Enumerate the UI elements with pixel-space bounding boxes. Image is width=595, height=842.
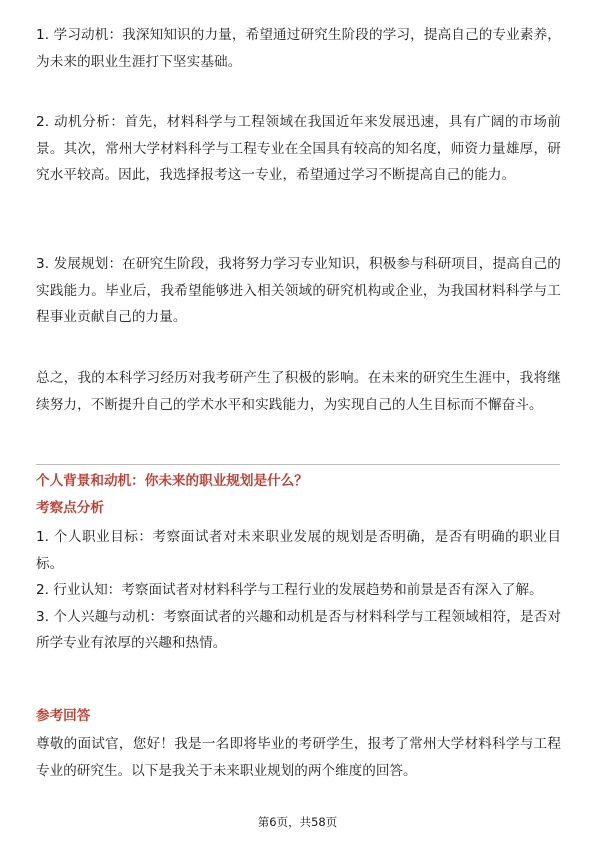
analysis-point-interest-motivation: 3. 个人兴趣与动机：考察面试者的兴趣和动机是否与材料科学与工程领域相符，是否对所学专业有浓厚的兴趣和热情。 [36,608,561,651]
paragraph-development-plan: 3. 发展规划：在研究生阶段，我将努力学习专业知识，积极参与科研项目，提高自己的实践能力。毕业后，我希望能够进入相关领域的研究机构或企业，为我国材料科学与工程事业贡献自己的力量。 [36,256,561,325]
page-number-footer: 第6页，共58页 [257,815,338,829]
analysis-heading: 考察点分析 [36,500,104,516]
paragraph-conclusion: 总之，我的本科学习经历对我考研产生了积极的影响。在未来的研究生生涯中，我将继续努力，不断提升自己的学术水平和实践能力，为实现自己的人生目标而不懈奋斗。 [36,370,561,413]
answer-heading: 参考回答 [36,708,91,724]
question-title: 个人背景和动机：你未来的职业规划是什么？ [36,473,308,489]
section-divider [36,464,560,465]
paragraph-motivation-analysis: 2. 动机分析：首先，材料科学与工程领域在我国近年来发展迅速，具有广阔的市场前景。其次，常州大学材料科学与工程专业在全国具有较高的知名度，师资力量雄厚，研究水平较高。因此，我选择报考这一专业，希望通过学习不断提高自己的能力。 [36,114,561,183]
analysis-point-career-goal: 1. 个人职业目标：考察面试者对未来职业发展的规划是否明确，是否有明确的职业目标。 [36,529,561,572]
paragraph-learning-motivation: 1. 学习动机：我深知知识的力量，希望通过研究生阶段的学习，提高自己的专业素养，为未来的职业生涯打下坚实基础。 [36,27,561,70]
analysis-points-list [36,524,561,657]
analysis-point-industry-awareness: 2. 行业认知：考察面试者对材料科学与工程行业的发展趋势和前景是否有深入了解。 [36,582,543,598]
reference-answer-text: 尊敬的面试官，您好！我是一名即将毕业的考研学生，报考了常州大学材料科学与工程专业的研究生。以下是我关于未来职业规划的两个维度的回答。 [36,736,561,779]
